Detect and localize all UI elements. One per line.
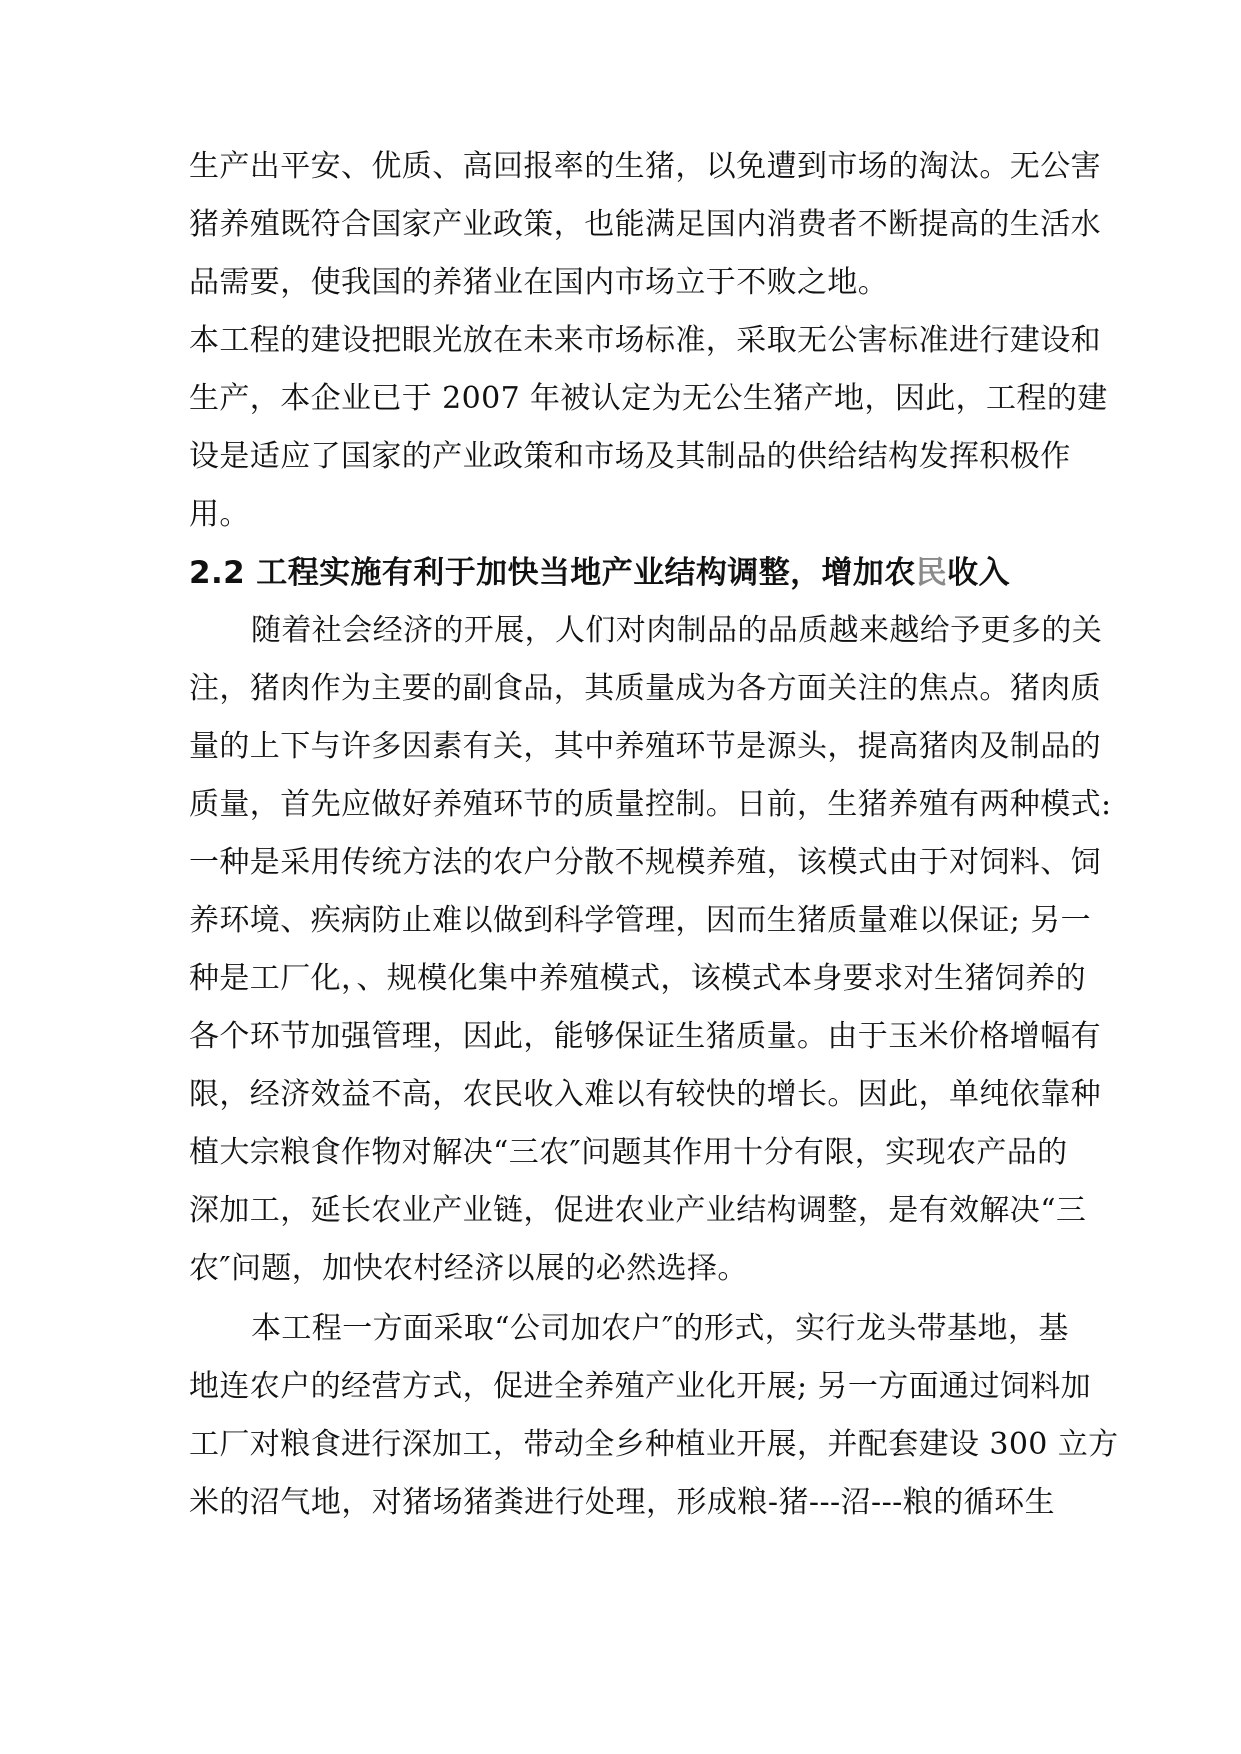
text-line: 设是适应了国家的产业政策和市场及其制品的供给结构发挥积极作 bbox=[189, 439, 1071, 474]
text-line: 一种是采用传统方法的农户分散不规模养殖，该模式由于对饲料、饲 bbox=[189, 845, 1101, 880]
text-line: 种是工厂化，、规模化集中养殖模式，该模式本身要求对生猪饲养的 bbox=[189, 961, 1086, 996]
paragraph-society bbox=[189, 602, 1112, 1298]
paragraph-intro-end bbox=[189, 138, 1101, 312]
text-line: 地连农户的经营方式，促进全养殖产业化开展; 另一方面通过饲料加 bbox=[189, 1369, 1092, 1404]
paragraph-company bbox=[189, 1300, 1119, 1532]
heading-text-end: 收入 bbox=[947, 555, 1010, 591]
text-line: 本工程的建设把眼光放在未来市场标准，采取无公害标准进行建设和 bbox=[189, 323, 1101, 358]
text-line: 生产，本企业已于 2007 年被认定为无公生猪产地，因此，工程的建 bbox=[189, 381, 1108, 416]
heading-line bbox=[189, 544, 1055, 602]
text-line-indented: 随着社会经济的开展，人们对肉制品的品质越来越给予更多的关 bbox=[251, 613, 1103, 648]
text-line: 用。 bbox=[189, 497, 250, 532]
text-line: 生产出平安、优质、高回报率的生猪，以免遭到市场的淘汰。无公害 bbox=[189, 149, 1101, 184]
heading-text: 2.2 工程实施有利于加快当地产业结构调整，增加农 bbox=[189, 555, 916, 591]
text-line: 注，猪肉作为主要的副食品，其质量成为各方面关注的焦点。猪肉质 bbox=[189, 671, 1101, 706]
text-line: 猪养殖既符合国家产业政策，也能满足国内消费者不断提高的生活水 bbox=[189, 207, 1101, 242]
text-line-indented: 本工程一方面采取“公司加农户″的形式，实行龙头带基地，基 bbox=[251, 1311, 1069, 1346]
text-line: 量的上下与许多因素有关，其中养殖环节是源头，提高猪肉及制品的 bbox=[189, 729, 1101, 764]
paragraph-project bbox=[189, 312, 1108, 544]
text-line: 各个环节加强管理，因此，能够保证生猪质量。由于玉米价格增幅有 bbox=[189, 1019, 1101, 1054]
section-heading bbox=[189, 544, 1055, 602]
text-line: 限，经济效益不高，农民收入难以有较快的增长。因此，单纯依靠种 bbox=[189, 1077, 1101, 1112]
text-line: 深加工，延长农业产业链，促进农业产业结构调整，是有效解决“三 bbox=[189, 1193, 1087, 1228]
text-line: 养环境、疾病防止难以做到科学管理，因而生猪质量难以保证; 另一 bbox=[189, 903, 1092, 938]
heading-highlight-char: 民 bbox=[915, 555, 948, 591]
text-line: 米的沼气地，对猪场猪粪进行处理，形成粮-猪---沼---粮的循环生 bbox=[189, 1485, 1055, 1520]
text-line: 工厂对粮食进行深加工，带动全乡种植业开展，并配套建设 300 立方 bbox=[189, 1427, 1119, 1462]
text-line: 植大宗粮食作物对解决“三农″问题其作用十分有限，实现农产品的 bbox=[189, 1135, 1068, 1170]
text-line: 质量，首先应做好养殖环节的质量控制。日前，生猪养殖有两种模式: bbox=[189, 787, 1112, 822]
text-line: 农″问题，加快农村经济以展的必然选择。 bbox=[189, 1251, 748, 1286]
text-line: 品需要，使我国的养猪业在国内市场立于不败之地。 bbox=[189, 265, 889, 300]
